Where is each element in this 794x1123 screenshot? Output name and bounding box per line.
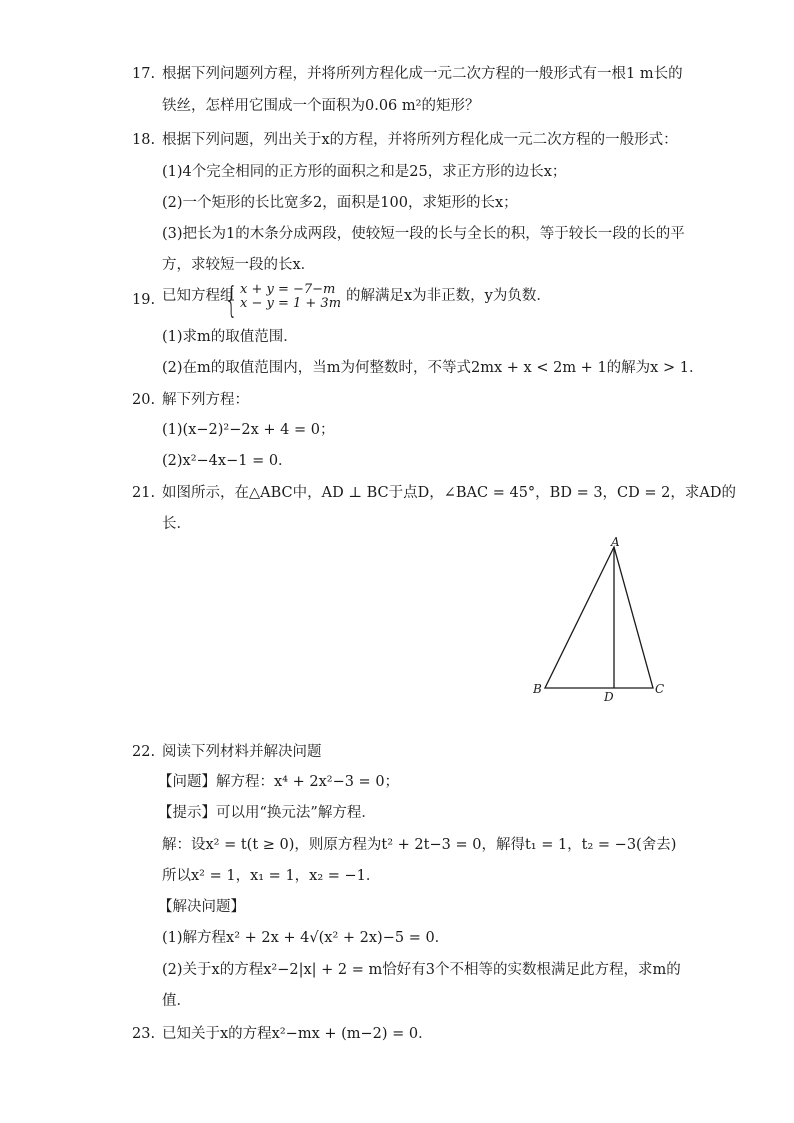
triangle-abc	[545, 547, 653, 688]
question-number-23: 23.	[132, 1026, 156, 1042]
q18-part-2: (2)一个矩形的长比宽多2，面积是100，求矩形的长x；	[162, 195, 518, 211]
q20-part-2: (2)x²−4x−1 = 0．	[162, 453, 293, 469]
triangle-figure	[525, 535, 675, 710]
q18-part-3-line-1: (3)把长为1的木条分成两段，使较短一段的长与全长的积，等于较长一段的长的平	[162, 226, 685, 242]
q19-condition-text: 的解满足x为非正数，y为负数．	[346, 288, 551, 304]
point-label-d: D	[604, 690, 614, 704]
q22-problem: 【问题】解方程：x⁴ + 2x²−3 = 0；	[158, 774, 400, 790]
question-number-18: 18.	[132, 132, 156, 148]
q17-text-line-2: 铁丝，怎样用它围成一个面积为0.06 m²的矩形？	[162, 98, 480, 114]
q20-part-1: (1)(x−2)²−2x + 4 = 0；	[162, 422, 335, 438]
q22-text-line-1: 阅读下列材料并解决问题	[162, 744, 322, 760]
q22-solve-heading: 【解决问题】	[158, 899, 245, 915]
q19-lead-text: 已知方程组	[162, 288, 235, 304]
vertex-label-b: B	[533, 682, 542, 696]
vertex-label-a: A	[611, 535, 620, 549]
q19-equation-2: x − y = 1 + 3m	[240, 296, 342, 311]
vertex-label-c: C	[655, 682, 665, 696]
q19-equation-system	[162, 280, 551, 321]
q22-hint: 【提示】可以用“换元法”解方程．	[158, 805, 376, 821]
q22-part-2-line-1: (2)关于x的方程x²−2|x| + 2 = m恰好有3个不相等的实数根满足此方程，求m的	[162, 962, 681, 978]
q22-part-2-line-2: 值．	[162, 993, 191, 1009]
q19-part-1: (1)求m的取值范围．	[162, 329, 298, 345]
q19-part-2: (2)在m的取值范围内，当m为何整数时，不等式2mx + x < 2m + 1的解为x > 1．	[162, 360, 704, 376]
q20-text-line-1: 解下列方程：	[162, 392, 249, 408]
question-number-19: 19.	[132, 292, 156, 308]
left-brace-icon: {	[225, 280, 238, 321]
question-number-22: 22.	[132, 744, 156, 760]
q18-part-3-line-2: 方，求较短一段的长x．	[162, 257, 316, 273]
q19-equation-1: x + y = −7−m	[240, 282, 336, 297]
q17-text-line-1: 根据下列问题列方程，并将所列方程化成一元二次方程的一般形式有一根1 m长的	[162, 66, 683, 82]
q23-text-line-1: 已知关于x的方程x²−mx + (m−2) = 0．	[162, 1026, 433, 1042]
q22-part-1: (1)解方程x² + 2x + 4√(x² + 2x)−5 = 0．	[162, 930, 450, 946]
question-number-20: 20.	[132, 392, 156, 408]
q18-part-1: (1)4个完全相同的正方形的面积之和是25，求正方形的边长x；	[162, 164, 567, 180]
q21-text-line-1: 如图所示，在△ABC中，AD ⊥ BC于点D，∠BAC = 45°，BD = 3，CD = 2，求AD的	[162, 485, 736, 501]
q22-solution-line-2: 所以x² = 1，x₁ = 1，x₂ = −1．	[162, 868, 381, 884]
question-number-21: 21.	[132, 485, 156, 501]
question-number-17: 17.	[132, 66, 156, 82]
q22-solution-line-1: 解：设x² = t(t ≥ 0)，则原方程为t² + 2t−3 = 0，解得t₁ = 1，t₂ = −3(舍去)	[162, 837, 677, 853]
q21-text-line-2: 长．	[162, 516, 191, 532]
q18-text-line-1: 根据下列问题，列出关于x的方程，并将所列方程化成一元二次方程的一般形式：	[162, 132, 678, 148]
